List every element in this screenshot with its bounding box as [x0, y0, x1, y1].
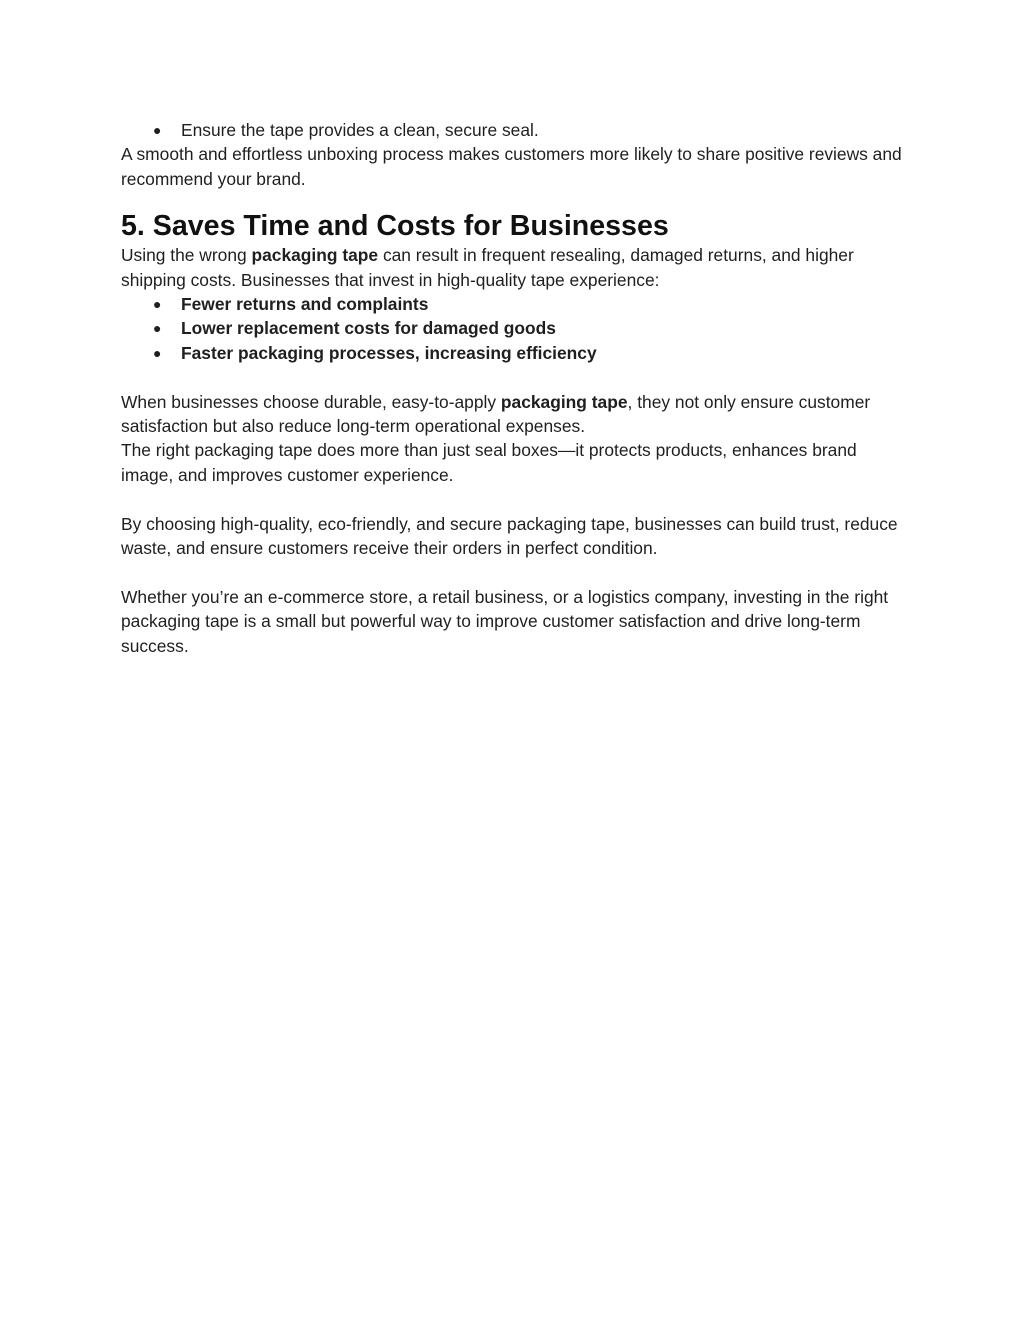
benefits-list — [121, 292, 911, 365]
section-paragraph-2 — [121, 390, 911, 439]
list-item — [121, 341, 911, 365]
list-item — [121, 316, 911, 340]
list-item — [121, 118, 911, 142]
section-paragraph-5: Whether you’re an e-commerce store, a retail business, or a logistics company, investing in the right packaging tape is a small but powerful way to improve customer satisfaction and drive long-term success. — [121, 586, 889, 656]
bullet-icon: ● — [153, 320, 162, 337]
paragraph-text: , they not only ensure customer satisfaction but also reduce long-term operational expenses. — [121, 391, 871, 437]
section-paragraph-1 — [121, 243, 911, 292]
paragraph-text: can result in frequent resealing, damaged returns, and higher shipping costs. Businesses that invest in high-quality tape experience: — [121, 245, 854, 290]
list-item-text: Fewer returns and complaints — [181, 294, 429, 315]
document-page — [121, 118, 911, 658]
paragraph-text: Using the wrong — [121, 245, 252, 266]
section-heading: 5. Saves Time and Costs for Businesses — [121, 210, 669, 243]
list-item-text: Lower replacement costs for damaged goods — [181, 318, 556, 339]
intro-paragraph: A smooth and effortless unboxing process makes customers more likely to share positive reviews and recommend your brand. — [121, 144, 902, 189]
bullet-icon: ● — [153, 296, 162, 313]
list-item-text: Ensure the tape provides a clean, secure seal. — [181, 120, 539, 140]
list-item-text: Faster packaging processes, increasing efficiency — [181, 342, 597, 363]
bullet-icon: ● — [153, 122, 162, 138]
bullet-icon: ● — [153, 344, 162, 361]
paragraph-text: When businesses choose durable, easy-to-apply — [121, 391, 501, 412]
section-paragraph-3: The right packaging tape does more than just seal boxes—it protects products, enhances brand image, and improves customer experience. — [121, 440, 857, 485]
top-bullet-list — [121, 118, 911, 142]
bold-term: packaging tape — [251, 245, 379, 266]
section-paragraph-4: By choosing high-quality, eco-friendly, and secure packaging tape, businesses can build trust, reduce waste, and ensure customers receive their orders in perfect condition. — [121, 513, 898, 559]
list-item — [121, 292, 911, 316]
bold-term: packaging tape — [500, 391, 628, 412]
